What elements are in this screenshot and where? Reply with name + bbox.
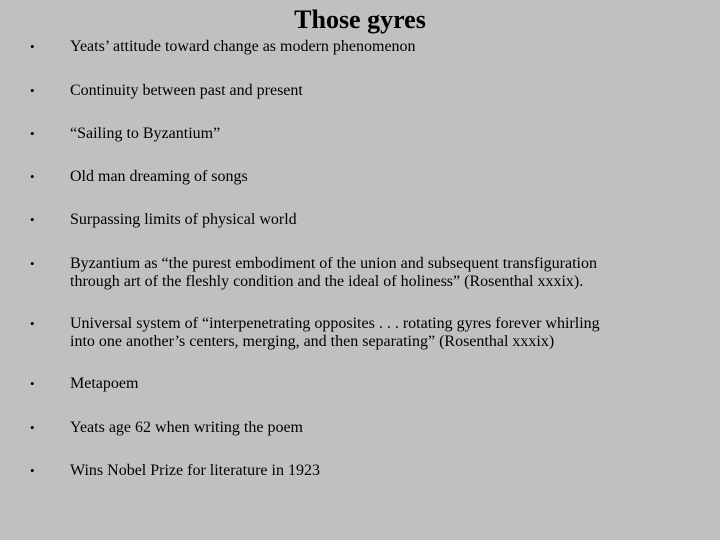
bullet-text: Yeats age 62 when writing the poem bbox=[70, 419, 303, 436]
bullet-icon: • bbox=[30, 463, 35, 478]
bullet-text: Old man dreaming of songs bbox=[70, 168, 248, 185]
bullet-icon: • bbox=[30, 126, 35, 141]
bullet-text: Byzantium as “the purest embodiment of the union and subsequent transfiguration through art of the fleshly condition and the ideal of holiness” (Rosenthal xxxix). bbox=[70, 255, 597, 290]
bullet-text: “Sailing to Byzantium” bbox=[70, 125, 221, 142]
bullet-icon: • bbox=[30, 316, 35, 331]
bullet-text: Yeats’ attitude toward change as modern phenomenon bbox=[70, 38, 416, 55]
bullet-text: Wins Nobel Prize for literature in 1923 bbox=[70, 462, 320, 479]
bullet-text: Universal system of “interpenetrating opposites . . . rotating gyres forever whirling into one another’s centers, merging, and then separating” (Rosenthal xxxix) bbox=[70, 315, 600, 350]
bullet-icon: • bbox=[30, 39, 35, 54]
slide-title: Those gyres bbox=[294, 5, 426, 34]
bullet-icon: • bbox=[30, 169, 35, 184]
bullet-icon: • bbox=[30, 83, 35, 98]
bullet-icon: • bbox=[30, 420, 35, 435]
bullet-text: Continuity between past and present bbox=[70, 82, 303, 99]
bullet-text: Metapoem bbox=[70, 375, 139, 392]
bullet-icon: • bbox=[30, 212, 35, 227]
bullet-icon: • bbox=[30, 256, 35, 271]
bullet-text: Surpassing limits of physical world bbox=[70, 211, 297, 228]
bullet-icon: • bbox=[30, 376, 35, 391]
